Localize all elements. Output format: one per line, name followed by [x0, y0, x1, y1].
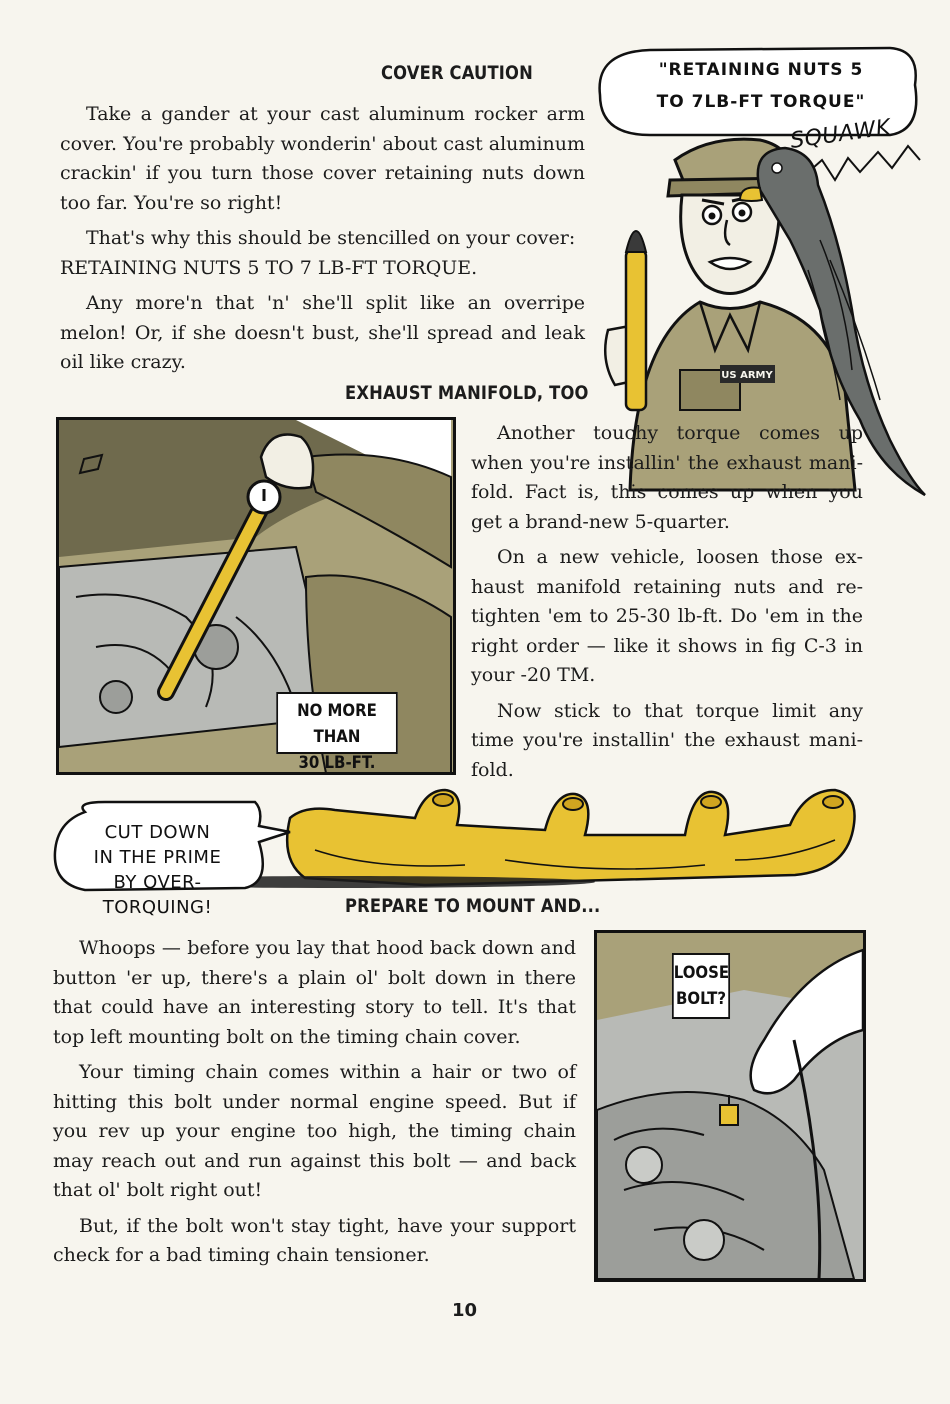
page-number: 10	[452, 1300, 478, 1321]
soldier-bubble-line2: TO 7LB-FT TORQUE"	[656, 92, 866, 112]
us-army-badge-text: US ARMY	[721, 370, 773, 381]
loose-bolt-label: LOOSE BOLT?	[672, 953, 730, 1019]
parrot-beak	[740, 188, 762, 202]
soldier-bubble-line1: "RETAINING NUTS 5	[658, 60, 864, 80]
paragraph: Take a gander at your cast aluminum rocker arm cover. You're probably wonderin' about cast aluminum crackin' if you turn those cover retaining nuts down too far. You're so right!	[60, 103, 585, 214]
paint-brush	[626, 250, 646, 410]
loose-bolt-icon	[720, 1105, 738, 1125]
paragraph: Another touchy torque comes up when you're installin' the exhaust manifold. Fact is, this comes up when you get a brand-new 5-quarter.	[471, 422, 863, 533]
paragraph-stencil: RETAINING NUTS 5 TO 7 LB-FT TORQUE.	[60, 256, 478, 279]
paragraph: On a new vehicle, loosen those exhaust manifold retaining nuts and retighten 'em to 25-30 lb-ft. Do 'em in the right order — like it shows in fig C-3 in your -20 TM.	[471, 546, 863, 686]
paragraph: Any more'n that 'n' she'll split like an overripe melon! Or, if she doesn't bust, she'll spread and leak oil like crazy.	[60, 292, 585, 373]
squawk-text: SQUAWK	[788, 115, 893, 154]
brush-bristles	[626, 231, 646, 252]
paragraph: That's why this should be stencilled on your cover:	[86, 227, 576, 249]
paragraph: Whoops — before you lay that hood back down and button 'er up, there's a plain ol' bolt down in there that could have an interesting story to tell. It's that top left mounting bolt on the timing chain cover.	[53, 937, 576, 1048]
exhaust-manifold-body	[471, 419, 863, 791]
manifold-bubble-text: CUT DOWN IN THE PRIME BY OVER-TORQUING!	[93, 822, 222, 918]
paragraph: Now stick to that torque limit any time you're installin' the exhaust manifold.	[471, 699, 863, 781]
exhaust-manifold-heading: EXHAUST MANIFOLD, TOO	[345, 382, 589, 404]
cover-caution-body	[60, 100, 585, 384]
paragraph: But, if the bolt won't stay tight, have your support check for a bad timing chain tensioner.	[53, 1214, 576, 1266]
cover-caution-heading: COVER CAUTION	[381, 62, 533, 84]
paragraph: Your timing chain comes within a hair or two of hitting this bolt under normal engine speed. But if you rev up your engine too high, the timing chain may reach out and run against this bolt — and back that ol' bolt right out!	[53, 1061, 576, 1201]
prepare-to-mount-heading: PREPARE TO MOUNT AND...	[345, 895, 601, 917]
torque-limit-label: NO MORE THAN 30 LB-FT.	[276, 692, 397, 754]
prepare-to-mount-body	[53, 934, 576, 1277]
parrot-eye-icon	[772, 163, 782, 173]
squawk-zigzag	[805, 146, 920, 180]
